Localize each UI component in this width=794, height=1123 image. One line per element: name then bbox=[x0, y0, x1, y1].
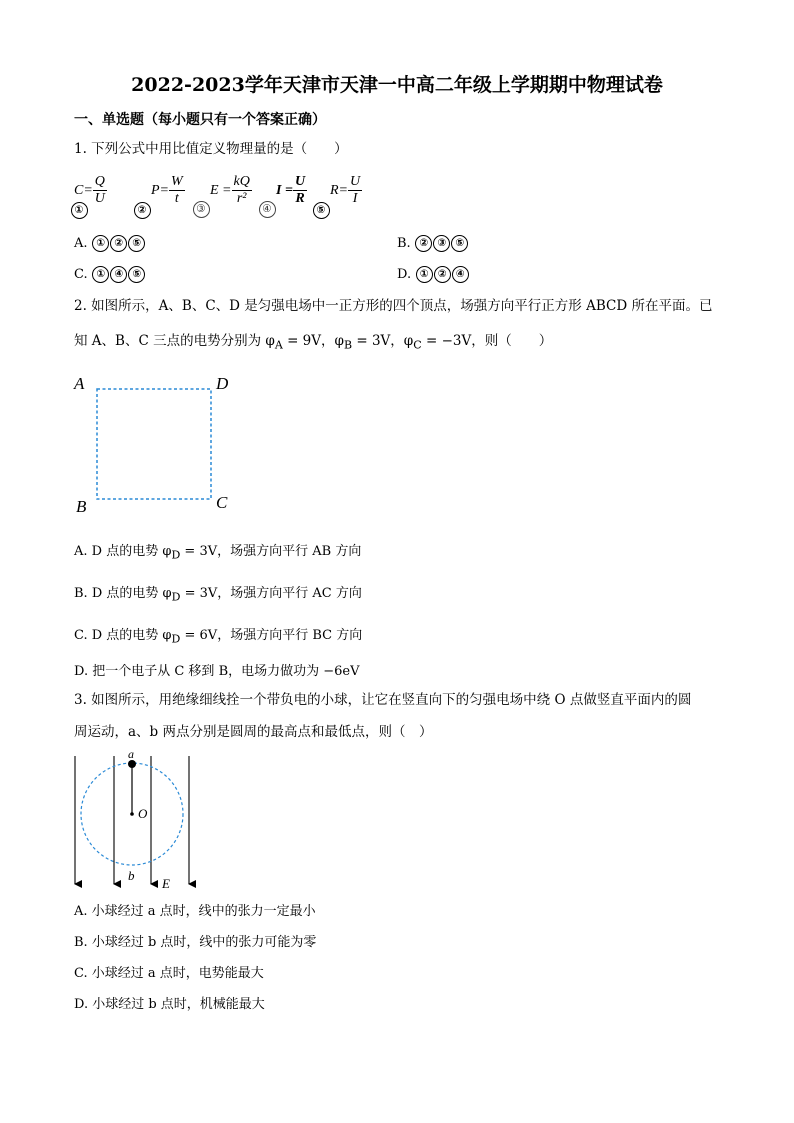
q1-stem: 1. 下列公式中用比值定义物理量的是（ ） bbox=[74, 141, 348, 157]
q3-stem-line1: 3. 如图所示，用绝缘细线拴一个带负电的小球，让它在竖直向下的匀强电场中绕 O 点做竖直平面内的圆 bbox=[74, 692, 692, 708]
q3-option-c[interactable]: C. 小球经过 a 点时，电势能最大 bbox=[74, 966, 264, 981]
q3-stem-line2: 周运动，a、b 两点分别是圆周的最高点和最低点，则（ ） bbox=[74, 724, 433, 740]
q1-option-b[interactable]: B. ② ③ ⑤ bbox=[397, 235, 469, 252]
center-point bbox=[130, 812, 134, 816]
q1-option-d[interactable]: D. ① ② ④ bbox=[397, 266, 469, 283]
formula-3-number: ③ bbox=[193, 201, 210, 218]
q2-stem-line2: 知 A、B、C 三点的电势分别为 $\varphi_A = 9V$，$\varphi_B = 3V$，$\varphi_C = -3V$，则（ ） bbox=[74, 333, 553, 352]
formula-1-lhs: C= bbox=[74, 182, 93, 198]
q2-stem-line1: 2. 如图所示，A、B、C、D 是匀强电场中一正方形的四个顶点，场强方向平行正方形 ABCD 所在平面。已 bbox=[74, 298, 713, 314]
vertex-label-d: D bbox=[216, 374, 229, 393]
q2-option-c[interactable]: C. D 点的电势 $\varphi_D = 6V$，场强方向平行 BC 方向 bbox=[74, 628, 363, 646]
page-title: 2022-2023学年天津市天津一中高二年级上学期期中物理试卷 bbox=[131, 74, 663, 96]
formula-5: R= $\frac{U}{I}$ bbox=[330, 174, 361, 206]
q3-option-d[interactable]: D. 小球经过 b 点时，机械能最大 bbox=[74, 997, 265, 1012]
vertex-label-a: A bbox=[74, 374, 85, 393]
label-b: b bbox=[128, 868, 135, 883]
formula-5-number: ⑤ bbox=[313, 202, 330, 219]
q3-option-a[interactable]: A. 小球经过 a 点时，线中的张力一定最小 bbox=[74, 904, 316, 919]
formula-4: I = $\frac{U}{R}$ bbox=[276, 174, 306, 206]
q2-option-b[interactable]: B. D 点的电势 $\varphi_D = 3V$，场强方向平行 AC 方向 bbox=[74, 586, 362, 604]
vertex-label-b: B bbox=[76, 497, 87, 515]
q1-option-a[interactable]: A. ① ② ⑤ bbox=[74, 235, 146, 252]
label-e: E bbox=[162, 876, 170, 891]
formula-2: P= $\frac{W}{t}$ bbox=[151, 174, 183, 206]
q2-option-d[interactable]: D. 把一个电子从 C 移到 B，电场力做功为 −6eV bbox=[74, 664, 360, 679]
formula-1-frac: $\frac{Q}{U}$ bbox=[94, 174, 105, 206]
vertex-label-c: C bbox=[216, 493, 228, 512]
circle-field-diagram bbox=[66, 748, 206, 893]
q3-option-b[interactable]: B. 小球经过 b 点时，线中的张力可能为零 bbox=[74, 935, 317, 950]
dashed-square bbox=[97, 389, 211, 499]
q2-option-a[interactable]: A. D 点的电势 $\varphi_D = 3V$，场强方向平行 AB 方向 bbox=[74, 544, 362, 562]
charged-ball bbox=[128, 760, 136, 768]
formula-1-number: ① bbox=[71, 202, 88, 219]
label-a: a bbox=[128, 748, 134, 761]
formula-4-number: ④ bbox=[259, 201, 276, 218]
formula-3: E = $\frac{kQ}{\text{r²}}$ bbox=[210, 174, 250, 206]
section-heading: 一、单选题（每小题只有一个答案正确） bbox=[74, 112, 326, 128]
q1-option-c[interactable]: C. ① ④ ⑤ bbox=[74, 266, 146, 283]
formula-2-number: ② bbox=[134, 202, 151, 219]
label-o: O bbox=[138, 806, 148, 821]
square-diagram bbox=[70, 370, 240, 515]
